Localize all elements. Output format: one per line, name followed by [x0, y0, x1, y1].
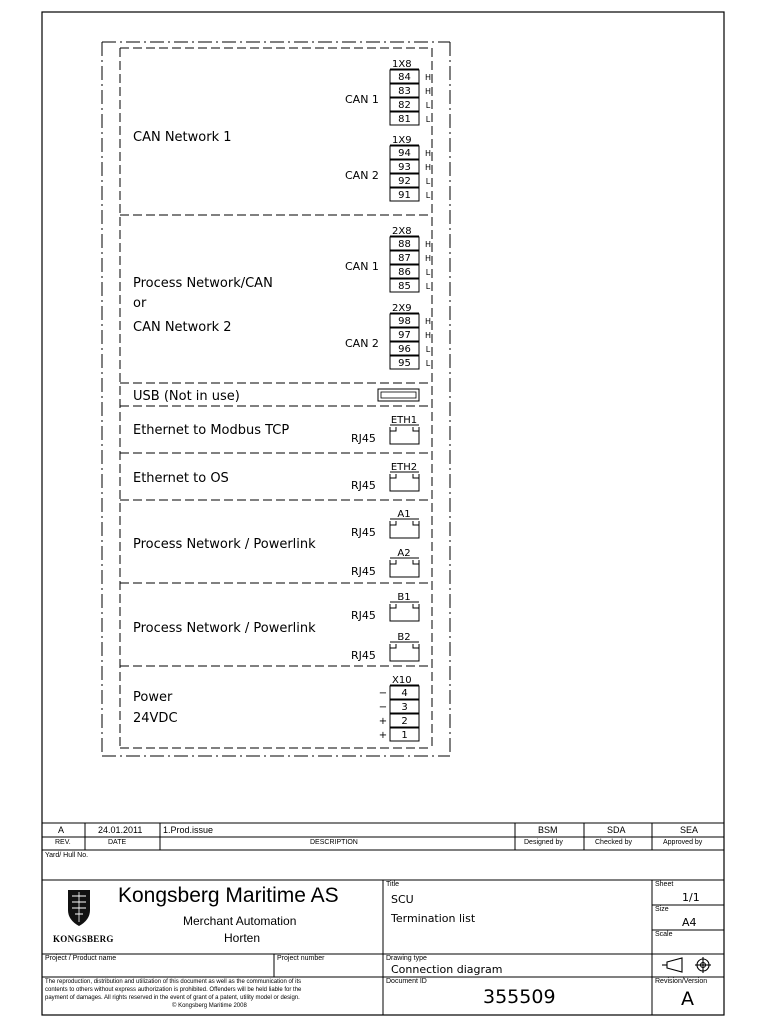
connector-id-1x9: 1X9	[392, 135, 412, 146]
logo-wordmark: KONGSBERG	[53, 934, 114, 944]
port-id-a1: A1	[397, 509, 411, 520]
connector-label-1x8: CAN 1	[345, 93, 379, 106]
can-signal-high-mark: H	[424, 240, 432, 249]
can-signal-low-mark: L	[425, 101, 431, 110]
projection-symbol-icon	[662, 957, 711, 973]
can-signal-high-mark: H	[424, 73, 432, 82]
project-number-label: Project number	[277, 955, 325, 962]
drawing-title-line1: SCU	[391, 893, 414, 906]
can-signal-high-mark: H	[424, 149, 432, 158]
group-title-powerlink-a: Process Network / Powerlink	[133, 537, 316, 552]
terminal-pin-number: 93	[398, 162, 411, 173]
disclaimer-line: The reproduction, distribution and utilization of this document as well as the communication of its	[45, 979, 302, 985]
disclaimer-line: contents to others without express authorization is prohibited. Offenders will be held liable for the	[45, 987, 302, 993]
company-name: Kongsberg Maritime AS	[118, 884, 339, 907]
can-signal-low-mark: L	[425, 345, 431, 354]
document-id-label: Document ID	[386, 978, 427, 985]
connector-id-1x8: 1X8	[392, 59, 412, 70]
group-title-ethernet-modbus: Ethernet to Modbus TCP	[133, 423, 290, 438]
polarity-mark: −	[378, 702, 388, 713]
terminal-pin-number: 4	[401, 688, 408, 699]
group-title-can-network-2: CAN Network 2	[133, 320, 232, 335]
sheet-border	[42, 12, 724, 1015]
terminal-pin-number: 88	[398, 239, 411, 250]
polarity-mark: +	[378, 730, 388, 741]
connector-id-2x9: 2X9	[392, 303, 412, 314]
terminal-pin-number: 81	[398, 114, 411, 125]
terminal-pin-number: 92	[398, 176, 411, 187]
designed-by-value: BSM	[538, 825, 558, 835]
checked-by-value: SDA	[607, 825, 626, 835]
header-checked-by: Checked by	[595, 839, 632, 846]
kongsberg-logo	[68, 890, 90, 926]
revision-version-value: A	[681, 988, 694, 1010]
terminal-pin-number: 87	[398, 253, 411, 264]
can-signal-high-mark: H	[424, 87, 432, 96]
can-signal-high-mark: H	[424, 317, 432, 326]
rj45-label: RJ45	[351, 649, 376, 662]
group-title-or: or	[133, 296, 147, 311]
port-id-eth1: ETH1	[390, 415, 418, 426]
group-title-process-network-can: Process Network/CAN	[133, 276, 273, 291]
header-description: DESCRIPTION	[310, 839, 358, 846]
terminal-pin-number: 91	[398, 190, 411, 201]
terminal-pin-number: 96	[398, 344, 411, 355]
can-signal-low-mark: L	[425, 268, 431, 277]
terminal-pin-number: 84	[398, 72, 411, 83]
terminal-pin-number: 1	[401, 730, 408, 741]
header-date: DATE	[108, 839, 127, 846]
rj45-label: RJ45	[351, 432, 376, 445]
terminal-pin-number: 98	[398, 316, 411, 327]
rj45-socket-icon	[390, 474, 419, 491]
group-title-usb: USB (Not in use)	[133, 389, 240, 404]
terminal-pin-number: 95	[398, 358, 411, 369]
drawing-type-label: Drawing type	[386, 955, 427, 962]
terminal-pin-number: 83	[398, 86, 411, 97]
revision-letter: A	[58, 825, 65, 835]
revision-version-label: Revision/Version	[655, 978, 708, 985]
disclaimer-text	[45, 978, 301, 1010]
disclaimer-copyright: © Kongsberg Maritime 2008	[172, 1003, 247, 1009]
rj45-socket-icon	[390, 521, 419, 538]
connector-id-2x8: 2X8	[392, 226, 412, 237]
approved-by-value: SEA	[680, 825, 699, 835]
header-designed-by: Designed by	[524, 839, 563, 846]
usb-connector-symbol	[378, 389, 419, 401]
rj45-label: RJ45	[351, 479, 376, 492]
title-label: Title	[386, 881, 399, 888]
division-name: Merchant Automation	[183, 914, 297, 928]
project-name-label: Project / Product name	[45, 955, 117, 962]
can-signal-low-mark: L	[425, 282, 431, 291]
can-signal-high-mark: H	[424, 254, 432, 263]
can-signal-high-mark: H	[424, 331, 432, 340]
rj45-label: RJ45	[351, 609, 376, 622]
size-value: A4	[682, 916, 697, 929]
terminal-pin-number: 3	[401, 702, 408, 713]
document-id-value: 355509	[483, 986, 556, 1008]
terminal-pin-number: 86	[398, 267, 411, 278]
scale-label: Scale	[655, 931, 673, 938]
polarity-mark: −	[378, 688, 388, 699]
terminal-pin-number: 97	[398, 330, 411, 341]
group-title-24vdc: 24VDC	[133, 711, 178, 726]
revision-date: 24.01.2011	[98, 825, 143, 835]
connector-label-1x9: CAN 2	[345, 169, 379, 182]
can-signal-high-mark: H	[424, 163, 432, 172]
connector-id-x10: X10	[392, 675, 412, 686]
location-name: Horten	[224, 931, 261, 945]
rj45-socket-icon	[390, 644, 419, 661]
rj45-socket-icon	[390, 604, 419, 621]
can-signal-low-mark: L	[425, 177, 431, 186]
drawing-title-line2: Termination list	[391, 912, 476, 925]
port-id-b2: B2	[397, 632, 411, 643]
connector-label-2x9: CAN 2	[345, 337, 379, 350]
terminal-pin-number: 2	[401, 716, 408, 727]
header-approved-by: Approved by	[663, 839, 703, 846]
port-id-b1: B1	[397, 592, 411, 603]
size-label: Size	[655, 906, 669, 913]
group-title-can-network-1: CAN Network 1	[133, 130, 232, 145]
can-signal-low-mark: L	[425, 191, 431, 200]
sheet-value: 1/1	[682, 891, 700, 904]
drawing-type-value: Connection diagram	[391, 963, 503, 976]
port-id-eth2: ETH2	[390, 462, 418, 473]
terminal-pin-number: 94	[398, 148, 411, 159]
rj45-label: RJ45	[351, 565, 376, 578]
revision-description: 1.Prod.issue	[163, 825, 214, 835]
can-signal-low-mark: L	[425, 359, 431, 368]
polarity-mark: +	[378, 716, 388, 727]
rj45-socket-icon	[390, 427, 419, 444]
yard-hull-label: Yard/ Hull No.	[45, 852, 89, 859]
rj45-socket-icon	[390, 560, 419, 577]
disclaimer-line: payment of damages. All rights reserved in the event of grant of a patent, utility model or design.	[45, 995, 300, 1001]
can-signal-low-mark: L	[425, 115, 431, 124]
sheet-label: Sheet	[655, 881, 674, 888]
group-title-powerlink-b: Process Network / Powerlink	[133, 621, 316, 636]
port-id-a2: A2	[397, 548, 411, 559]
connector-label-2x8: CAN 1	[345, 260, 379, 273]
terminal-pin-number: 85	[398, 281, 411, 292]
group-title-power: Power	[133, 690, 173, 705]
group-title-ethernet-os: Ethernet to OS	[133, 471, 229, 486]
terminal-pin-number: 82	[398, 100, 411, 111]
header-rev: REV.	[55, 839, 71, 846]
rj45-label: RJ45	[351, 526, 376, 539]
